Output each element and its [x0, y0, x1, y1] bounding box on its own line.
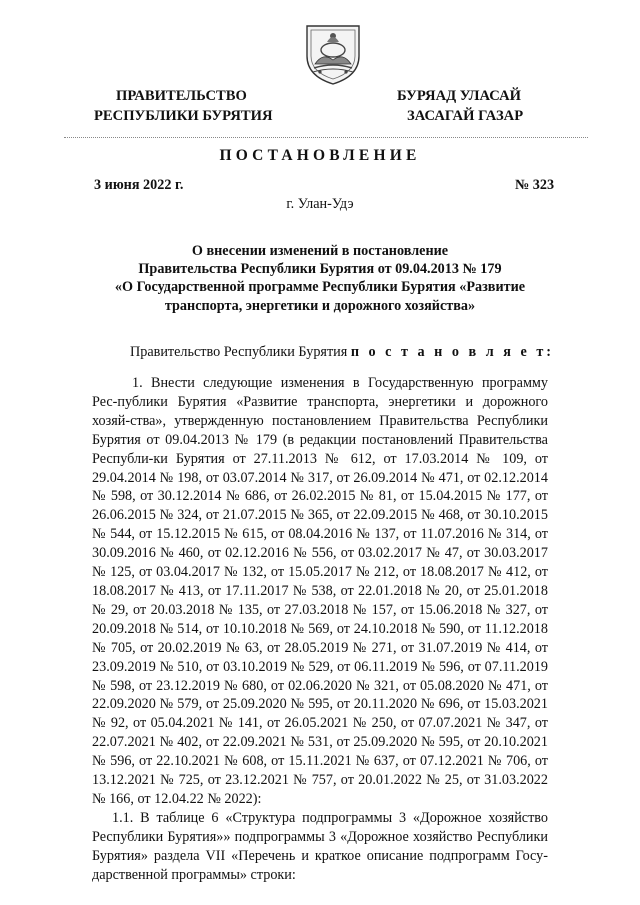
title-line: «О Государственной программе Республики Бурятия «Развитие	[114, 279, 526, 296]
paragraph-1-1: 1.1. В таблице 6 «Структура подпрограммы 3 «Дорожное хозяйство Республики Бурятия»» подпрограммы 3 «Дорожное хозяйство Республики Бурятия» раздела VII «Перечень и краткое описание подпрограмм Госу-дарственной программы» строки:	[92, 809, 548, 883]
document-number: № 323	[515, 177, 555, 193]
document-body	[92, 374, 548, 884]
government-name-buryat	[397, 86, 557, 126]
government-name-russian	[94, 86, 294, 126]
document-date: 3 июня 2022 г.	[94, 177, 184, 193]
government-name-bur-line1: БУРЯАД УЛАСАЙ	[397, 88, 521, 104]
document-type-heading: ПОСТАНОВЛЕНИЕ	[219, 147, 421, 164]
title-line: Правительства Республики Бурятия от 09.04.2013 № 179	[138, 261, 502, 278]
government-name-bur-line2: ЗАСАГАЙ ГАЗАР	[407, 108, 524, 124]
decree-prefix: Правительство Республики Бурятия	[130, 344, 348, 360]
government-name-ru-line1: ПРАВИТЕЛЬСТВО	[116, 88, 247, 104]
document-title	[90, 242, 550, 315]
title-line: О внесении изменений в постановление	[191, 243, 449, 259]
document-city: г. Улан-Удэ	[286, 196, 354, 212]
title-line: транспорта, энергетики и дорожного хозяйства»	[164, 297, 476, 314]
government-name-ru-line2: РЕСПУБЛИКИ БУРЯТИЯ	[94, 108, 273, 124]
decree-statement	[130, 344, 554, 361]
header-divider	[64, 137, 588, 138]
decree-verb: п о с т а н о в л я е т:	[350, 344, 555, 360]
coat-of-arms-emblem-icon	[301, 22, 365, 86]
paragraph-1: 1. Внести следующие изменения в Государственную программу Рес-публики Бурятия «Развитие транспорта, энергетики и дорожного хозяй-ства», утвержденную постановлением Правительства Республики Бурятия от 09.04.2013 № 179 (в редакции постановлений Правительства Республи-ки Бурятия от 27.11.2013 № 612, от 17.03.2014 № 109, от 29.04.2014 № 198, от 03.07.2014 № 317, от 26.09.2014 № 471, от 02.12.2014 № 598, от 30.12.2014 № 686, от 26.02.2015 № 81, от 15.04.2015 № 177, от 26.06.2015 № 324, от 21.07.2015 № 365, от 22.09.2015 № 468, от 30.10.2015 № 544, от 15.12.2015 № 615, от 08.04.2016 № 137, от 11.07.2016 № 314, от 30.09.2016 № 460, от 02.12.2016 № 556, от 03.02.2017 № 47, от 30.03.2017 № 125, от 03.04.2017 № 132, от 15.05.2017 № 212, от 18.08.2017 № 412, от 18.08.2017 № 413, от 17.11.2017 № 538, от 22.01.2018 № 20, от 25.01.2018 № 29, от 20.03.2018 № 135, от 27.03.2018 № 157, от 15.06.2018 № 327, от 20.09.2018 № 514, от 10.10.2018 № 569, от 24.10.2018 № 590, от 11.12.2018 № 705, от 20.02.2019 № 63, от 28.05.2019 № 271, от 31.07.2019 № 414, от 23.09.2019 № 510, от 03.10.2019 № 529, от 06.11.2019 № 596, от 07.11.2019 № 598, от 23.12.2019 № 680, от 02.06.2020 № 321, от 05.08.2020 № 471, от 22.09.2020 № 579, от 25.09.2020 № 595, от 20.11.2020 № 696, от 15.03.2021 № 92, от 05.04.2021 № 141, от 26.05.2021 № 250, от 07.07.2021 № 347, от 22.07.2021 № 402, от 22.09.2021 № 531, от 25.09.2020 № 595, от 20.10.2021 № 596, от 22.10.2021 № 608, от 15.11.2021 № 637, от 07.12.2021 № 706, от 13.12.2021 № 725, от 23.12.2021 № 757, от 20.01.2022 № 25, от 31.03.2022 № 166, от 12.04.22 № 2022):	[92, 375, 548, 807]
